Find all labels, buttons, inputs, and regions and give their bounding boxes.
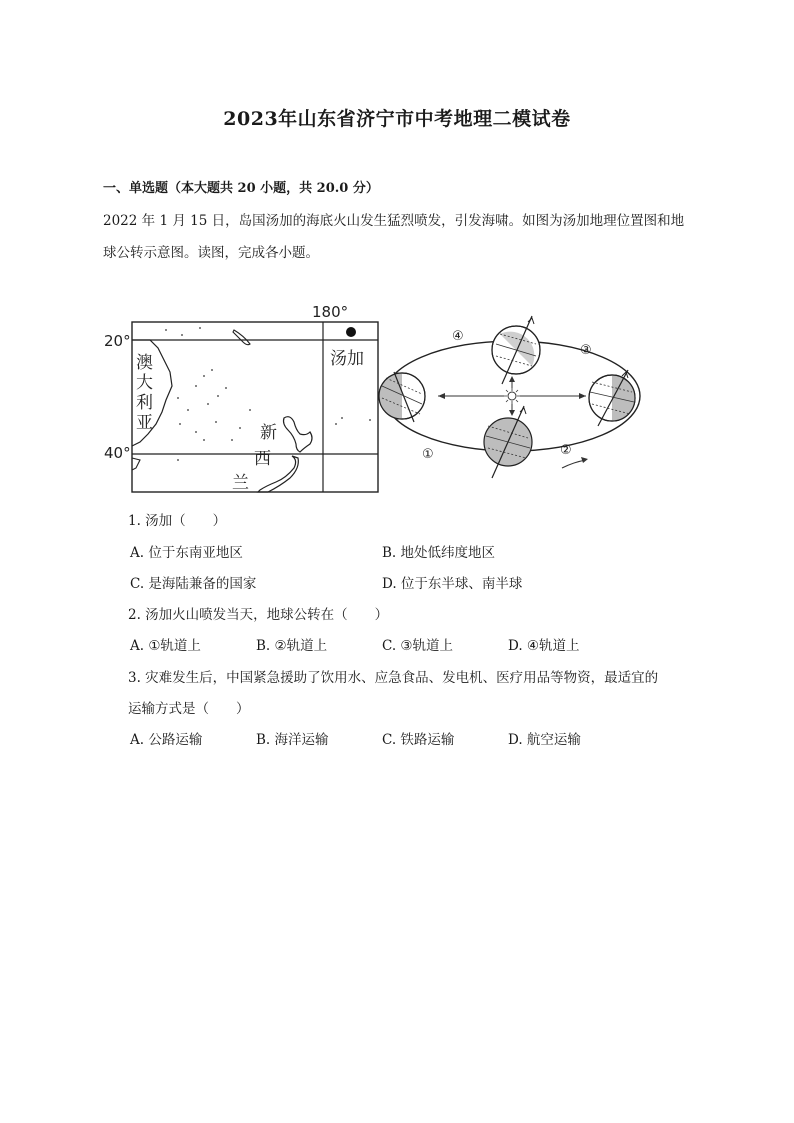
orbit-label-2: ② — [560, 443, 572, 458]
earth-orbit-diagram — [379, 316, 640, 478]
question-1-stem: 1. 汤加（ ） — [128, 513, 227, 529]
question-1-option-d[interactable]: D. 位于东半球、南半球 — [382, 576, 523, 592]
exam-title: 2023年山东省济宁市中考地理二模试卷 — [223, 108, 571, 130]
nz-char-1: 新 — [260, 423, 277, 443]
lon-label: 180° — [312, 303, 349, 321]
tasmania-coast — [132, 458, 140, 470]
tonga-marker — [346, 327, 356, 337]
question-1-option-c[interactable]: C. 是海陆兼备的国家 — [130, 576, 257, 592]
figure-svg — [100, 300, 650, 500]
earth-bottom — [484, 406, 532, 478]
question-2-option-b[interactable]: B. ②轨道上 — [256, 638, 328, 654]
orbit-label-4: ④ — [452, 329, 464, 344]
intro-paragraph — [103, 205, 693, 269]
intro-line-2: 球公转示意图。读图，完成各小题。 — [103, 245, 319, 261]
tonga-label: 汤加 — [330, 349, 364, 369]
earth-top — [492, 316, 540, 384]
question-2-option-d[interactable]: D. ④轨道上 — [508, 638, 580, 654]
lat-label-20: 20° — [104, 332, 131, 350]
question-3-option-c[interactable]: C. 铁路运输 — [382, 732, 455, 748]
australia-char-3: 利 — [136, 393, 153, 413]
intro-line-1: 2022 年 1 月 15 日，岛国汤加的海底火山发生猛烈喷发，引发海啸。如图为汤加地理位置图和地 — [103, 213, 685, 229]
tonga-location-map — [104, 303, 378, 493]
question-2-option-a[interactable]: A. ①轨道上 — [130, 638, 201, 654]
question-1-option-a[interactable]: A. 位于东南亚地区 — [130, 545, 243, 561]
question-3-stem-line-2: 运输方式是（ ） — [128, 701, 250, 717]
australia-char-4: 亚 — [136, 413, 153, 433]
nz-char-2: 西 — [254, 449, 271, 469]
earth-left — [379, 372, 425, 422]
nz-north-island — [284, 417, 313, 452]
question-3-stem-line-1: 3. 灾难发生后，中国紧急援助了饮用水、应急食品、发电机、医疗用品等物资，最适宜的 — [128, 670, 659, 686]
question-1-option-b[interactable]: B. 地处低纬度地区 — [382, 545, 496, 561]
nz-char-3: 兰 — [232, 473, 249, 493]
earth-right — [589, 370, 635, 426]
figure — [100, 300, 650, 500]
australia-char-2: 大 — [136, 373, 153, 393]
orbit-label-3: ③ — [580, 343, 592, 358]
lat-label-40: 40° — [104, 444, 131, 462]
australia-char-1: 澳 — [136, 353, 153, 373]
question-2-stem: 2. 汤加火山喷发当天，地球公转在（ ） — [128, 607, 389, 623]
question-3-option-b[interactable]: B. 海洋运输 — [256, 732, 329, 748]
new-caledonia — [233, 330, 250, 345]
question-3-option-d[interactable]: D. 航空运输 — [508, 732, 581, 748]
question-3-option-a[interactable]: A. 公路运输 — [130, 732, 203, 748]
section-heading: 一、单选题（本大题共 20 小题，共 20.0 分） — [103, 181, 379, 196]
orbit-label-1: ① — [422, 447, 434, 462]
sun-icon — [504, 388, 520, 404]
question-2-option-c[interactable]: C. ③轨道上 — [382, 638, 454, 654]
